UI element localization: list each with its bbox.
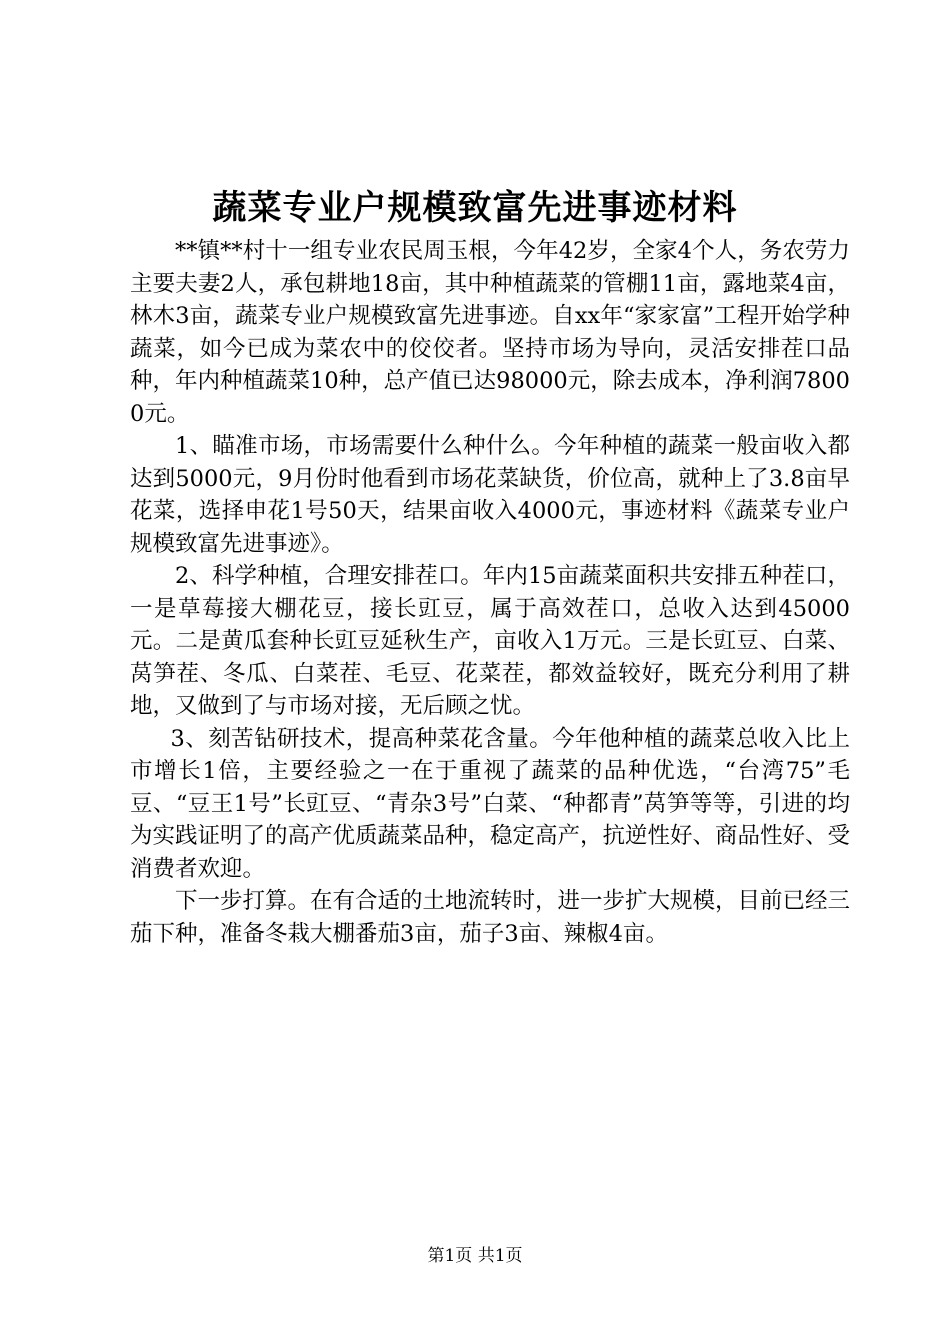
paragraph-next-plan: 下一步打算。在有合适的土地流转时，进一步扩大规模，目前已经三茄下种，准备冬栽大棚番茄3亩，茄子3亩、辣椒4亩。 [130, 888, 851, 947]
page-number-footer: 第1页 共1页 [427, 1246, 523, 1266]
document-body [130, 235, 850, 950]
paragraph-intro: **镇**村十一组专业农民周玉根，今年42岁，全家4个人，务农劳力主要夫妻2人，承包耕地18亩，其中种植蔬菜的管棚11亩，露地菜4亩，林木3亩，蔬菜专业户规模致富先进事迹。自xx年“家家富”工程开始学种蔬菜，如今已成为菜农中的佼佼者。坚持市场为导向，灵活安排茬口品种，年内种植蔬菜10种，总产值已达98000元，除去成本，净利润78000元。 [130, 238, 850, 427]
paragraph-market: 1、瞄准市场，市场需要什么种什么。今年种植的蔬菜一般亩收入都达到5000元，9月份时他看到市场花菜缺货，价位高，就种上了3.8亩早花菜，选择申花1号50天，结果亩收入4000元，事迹材料《蔬菜专业户规模致富先进事迹》。 [130, 433, 850, 557]
paragraph-planting: 2、科学种植，合理安排茬口。年内15亩蔬菜面积共安排五种茬口，一是草莓接大棚花豆，接长豇豆，属于高效茬口，总收入达到45000元。二是黄瓜套种长豇豆延秋生产，亩收入1万元。三是长豇豆、白菜、莴笋茬、冬瓜、白菜茬、毛豆、花菜茬，都效益较好，既充分利用了耕地，又做到了与市场对接，无后顾之忧。 [130, 563, 850, 719]
document-title: 蔬菜专业户规模致富先进事迹材料 [212, 188, 738, 228]
paragraph-technology: 3、刻苦钻研技术，提高种菜花含量。今年他种植的蔬菜总收入比上市增长1倍，主要经验之一在于重视了蔬菜的品种优选，“台湾75”毛豆、“豆王1号”长豇豆、“青杂3号”白菜、“种都青”莴笋等等，引进的均为实践证明了的高产优质蔬菜品种，稳定高产，抗逆性好、商品性好、受消费者欢迎。 [130, 725, 851, 882]
